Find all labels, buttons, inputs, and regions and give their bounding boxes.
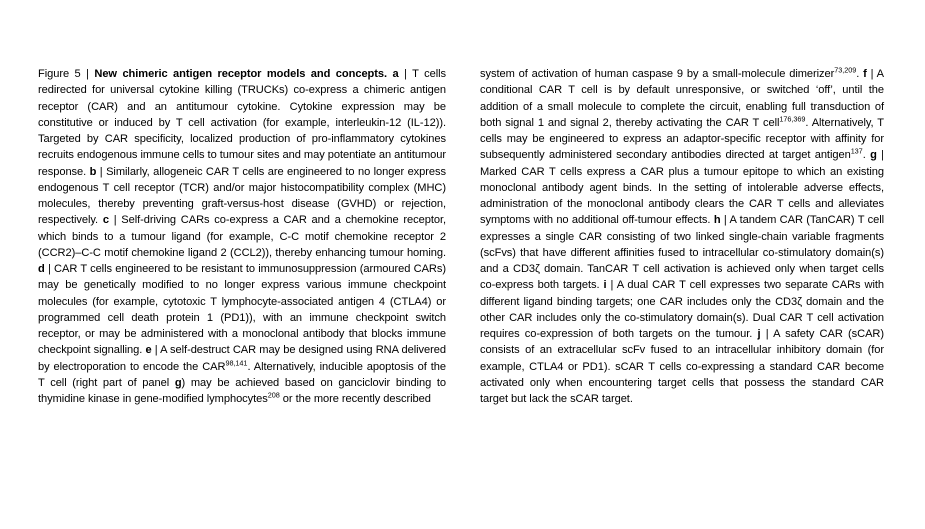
caption-text-e-part3: ) may be achieved based on ganciclovir binding to thymidine kinase in gene-modified lymphocytes xyxy=(38,376,446,405)
figure-caption xyxy=(38,66,888,407)
figure-separator: | xyxy=(80,68,95,80)
caption-text-f-part3: . xyxy=(862,149,871,162)
caption-label-c: c xyxy=(102,214,109,227)
caption-label-g: g xyxy=(870,149,877,162)
citation-ref-208: 208 xyxy=(267,390,280,400)
caption-text-e-cont-part2: . xyxy=(856,68,864,80)
caption-label-e: e xyxy=(145,344,152,357)
citation-ref-137: 137 xyxy=(850,146,863,156)
citation-ref-176-369: 176,369 xyxy=(779,114,806,124)
caption-text-a: | T cells redirected for universal cytokine killing (TRUCKs) co-express a chimeric antigen receptor (CAR) and an antitumour cytokine. Cytokine expression may be constitutive or induced by T cell activation (for example, interleukin-12 (IL-12)). Targeted by CAR specificity, localized production of pro-inflammatory cytokines recruits endogenous immune cells to tumour sites and may potentiate an antitumour response. xyxy=(38,68,446,178)
caption-label-f: f xyxy=(863,68,867,80)
citation-ref-73-209: 73,209 xyxy=(834,65,857,75)
caption-column-left xyxy=(38,66,446,407)
citation-ref-98-141: 98,141 xyxy=(225,357,248,367)
caption-label-b: b xyxy=(89,165,97,178)
caption-column-right xyxy=(480,66,884,407)
caption-item-d xyxy=(38,263,446,356)
caption-label-h: h xyxy=(713,214,721,227)
caption-text-e-part1: | A self-destruct CAR may be designed using RNA delivered by electroporation to encode the CAR xyxy=(38,344,446,373)
caption-text-e-part2: . Alternatively, inducible apoptosis of the T cell (right part of panel xyxy=(38,360,446,389)
caption-inline-label-g: g xyxy=(174,376,182,389)
caption-text-i: | A dual CAR T cell expresses two separate CARs with different ligand binding targets; one CAR includes only the CD3ζ domain and the other CAR includes only the co-stimulatory domain(s). Dual CAR T cell activation requires co-expression of both targets on the tumour. xyxy=(480,279,884,340)
caption-text-b: | Similarly, allogeneic CAR T cells are engineered to no longer express endogenous T cell receptor (TCR) and/or major histocompatibility complex (MHC) molecules, thereby preventing graft-versus-host disease (GVHD) or rejection, respectively. xyxy=(38,165,447,227)
caption-label-i: i xyxy=(603,279,607,292)
figure-title: New chimeric antigen receptor models and concepts. xyxy=(94,68,388,80)
caption-item-e-continued xyxy=(480,65,864,80)
caption-text-f-part1: | A conditional CAR T cell is by default unresponsive, or switched ‘off’, until the addition of a small molecule to complete the circuit, enabling full transduction of both signal 1 and signal 2, thereby activating the CAR T cell xyxy=(480,68,885,129)
caption-item-f xyxy=(480,68,884,161)
caption-text-h: | A tandem CAR (TanCAR) T cell expresses a single CAR consisting of two linked single-chain variable fragments (scFvs) that have different affinities fused to intracellular co-stimulatory domain(s) and a CD3ζ domain. TanCAR T cell activation is achieved only when target cells co-express both targets. xyxy=(480,214,885,292)
caption-text-e-part4: or the more recently described xyxy=(279,393,431,405)
caption-label-d: d xyxy=(38,263,45,275)
caption-label-j: j xyxy=(757,328,761,340)
caption-text-c: | Self-driving CARs co-express a CAR and a chemokine receptor, which binds to a tumour ligand (for example, C-C motif chemokine receptor 2 (CCR2)–C-C motif chemokine ligand 2 (CCL2)), thereby enhancing tumour homing. xyxy=(38,214,446,259)
caption-label-a: a xyxy=(392,68,399,80)
caption-text-d: | CAR T cells engineered to be resistant to immunosuppression (armoured CARs) may be genetically modified to no longer express various immune checkpoint molecules (for example, cytotoxic T lymphocyte-associated antigen 4 (CTLA4) or programmed cell death protein 1 (PD1)), with an immune checkpoint switch receptor, or may be administered with a monoclonal antibody that blocks immune checkpoint signalling. xyxy=(38,263,446,357)
caption-text-j: | A safety CAR (sCAR) consists of an extracellular scFv fused to an intracellular inhibitory domain (for example, CTLA4 or PD1). sCAR T cells co-expressing a standard CAR become activated only when encountering target cells that possess the standard CAR target but lack the sCAR target. xyxy=(480,328,884,405)
caption-text-e-cont-part1: system of activation of human caspase 9 by a small-molecule dimerizer xyxy=(480,68,835,80)
figure-label: Figure 5 xyxy=(38,68,81,80)
caption-item-a xyxy=(38,68,446,178)
caption-text-g: | Marked CAR T cells express a CAR plus a tumour epitope to which an existing monoclonal antibody agent binds. In the setting of intolerable adverse effects, administration of the monoclonal antibody clears the CAR T cells and alleviates symptoms with no additional off-tumour effects. xyxy=(480,149,884,227)
caption-text-f-part2: . Alternatively, T cells may be engineered to express an adaptor-specific receptor with affinity for subsequently administered secondary antibodies directed at target antigen xyxy=(480,116,884,162)
